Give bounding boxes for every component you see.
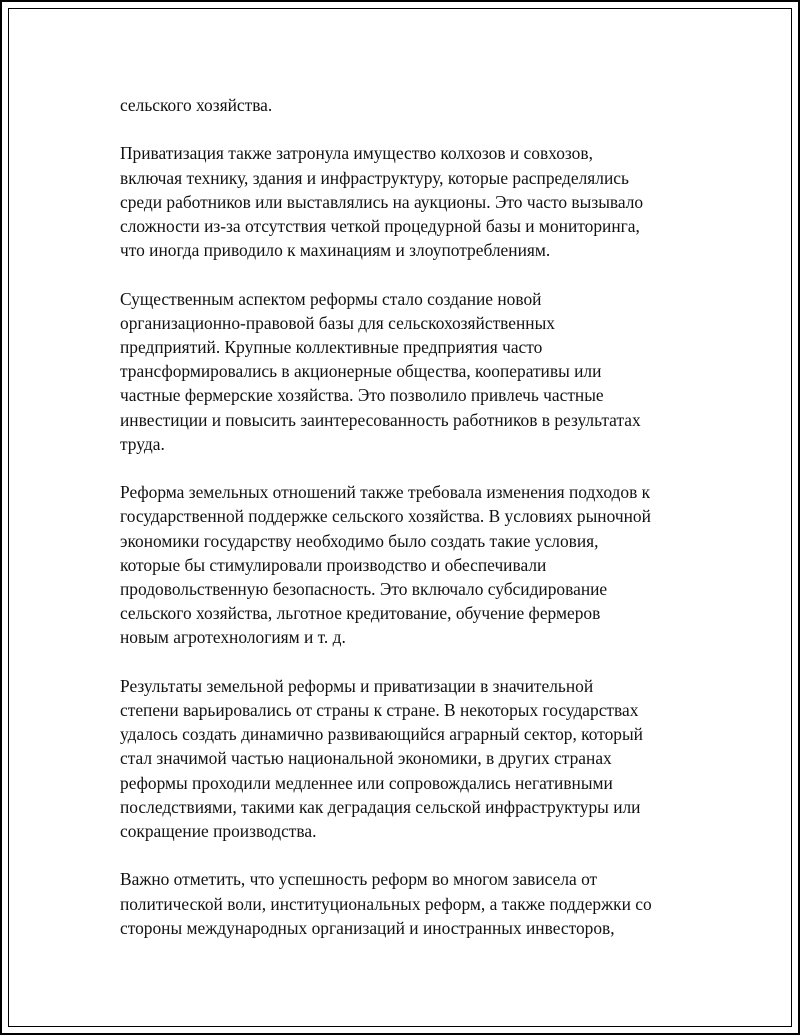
paragraph — [120, 480, 720, 649]
text-line: экономики государству необходимо было создать такие условия, — [120, 530, 599, 551]
text-line: Реформа земельных отношений также требовала изменения подходов к — [120, 482, 651, 503]
paragraph — [120, 674, 720, 843]
paragraph — [120, 93, 720, 117]
text-line: стороны международных организаций и иностранных инвесторов, — [120, 917, 615, 938]
text-line: реформы проходили медленнее или сопровождались негативными — [120, 772, 613, 793]
paragraph — [120, 287, 720, 456]
text-line: удалось создать динамично развивающийся аграрный сектор, который — [120, 724, 643, 745]
text-line: сокращение производства. — [120, 821, 317, 842]
text-line: Существенным аспектом реформы стало создание новой — [120, 288, 542, 309]
text-line: государственной поддержке сельского хозяйства. В условиях рыночной — [120, 506, 651, 527]
text-line: что иногда приводило к махинациям и злоупотреблениям. — [120, 240, 551, 261]
text-line: трансформировались в акционерные общества, кооперативы или — [120, 361, 602, 382]
text-line: которые бы стимулировали производство и обеспечивали — [120, 554, 547, 575]
paragraph — [120, 141, 720, 262]
text-line: сельского хозяйства, льготное кредитование, обучение фермеров — [120, 603, 601, 624]
text-line: стал значимой частью национальной экономики, в других странах — [120, 748, 612, 769]
text-line: организационно-правовой базы для сельскохозяйственных — [120, 312, 555, 333]
text-line: степени варьировались от страны к стране. В некоторых государствах — [120, 700, 639, 721]
text-line: труда. — [120, 433, 165, 454]
text-line: инвестиции и повысить заинтересованность работников в результатах — [120, 409, 641, 430]
text-line: новым агротехнологиям и т. д. — [120, 627, 346, 648]
text-line: политической воли, институциональных реформ, а также поддержки со — [120, 893, 652, 914]
text-line: Приватизация также затронула имущество колхозов и совхозов, — [120, 143, 593, 164]
text-line: Результаты земельной реформы и приватизации в значительной — [120, 675, 594, 696]
paragraph — [120, 867, 720, 940]
text-line: среди работников или выставлялись на аукционы. Это часто вызывало — [120, 191, 644, 212]
text-line: Важно отметить, что успешность реформ во многом зависела от — [120, 869, 598, 890]
text-line: сложности из-за отсутствия четкой процедурной базы и мониторинга, — [120, 216, 640, 236]
text-line: сельского хозяйства. — [120, 95, 273, 115]
text-line: частные фермерские хозяйства. Это позволило привлечь частные — [120, 385, 604, 406]
text-line: продовольственную безопасность. Это включало субсидирование — [120, 579, 608, 600]
text-line: последствиями, такими как деградация сельской инфраструктуры или — [120, 796, 641, 817]
text-line: предприятий. Крупные коллективные предприятия часто — [120, 337, 543, 357]
document-body — [120, 93, 720, 964]
text-line: включая технику, здания и инфраструктуру, которые распределялись — [120, 167, 629, 188]
